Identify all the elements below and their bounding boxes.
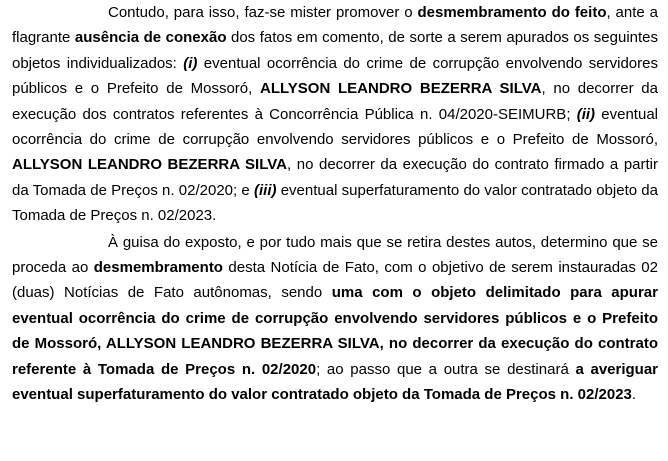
bold-word-desmembramento: desmembramento (93, 259, 223, 277)
text-run: Contudo, para isso, faz-se mister promover o (108, 4, 418, 21)
text-run: , no decorrer da execução do contrato firmado a partir da Tomada de Preços n. 02/2020; e (12, 156, 659, 199)
item-marker-ii: (ii) (576, 105, 596, 123)
item-marker-iii: (iii) (253, 181, 277, 199)
text-run: À guisa do exposto, e por tudo mais que se retira destes autos, determino que se proceda ao (12, 233, 658, 277)
text-run: dos fatos em comento, de sorte a serem apurados os seguintes objetos individualizados: (12, 29, 658, 72)
text-run: eventual ocorrência do crime de corrupção envolvendo servidores públicos e o Prefeito de Mossoró, (12, 54, 658, 98)
paragraph-dismemberment-grounds (12, 0, 658, 229)
bold-name-mayor: ALLYSON LEANDRO BEZERRA SILVA (260, 80, 542, 98)
text-run: ; ao passo que a outra se destinará (316, 360, 576, 378)
text-run: , ante a flagrante (12, 4, 659, 47)
text-run: , no decorrer da execução dos contratos referentes à Concorrência Pública n. 04/2020-SEIMURB; (12, 80, 658, 123)
bold-phrase-desmembramento-do-feito: desmembramento do feito (417, 4, 607, 21)
bold-name-mayor: ALLYSON LEANDRO BEZERRA SILVA (12, 156, 288, 174)
text-run: eventual superfaturamento do valor contratado objeto da Tomada de Preços n. 02/2023. (12, 181, 658, 225)
bold-clause-second-notice: a averiguar eventual superfaturamento do valor contratado objeto da Tomada de Preços n. 02/2023 (12, 360, 659, 404)
text-run: desta Notícia de Fato, com o objetivo de serem instauradas 02 (duas) Notícias de Fato autônomas, sendo (12, 259, 658, 302)
paragraph-determination (12, 230, 658, 408)
item-marker-i: (i) (183, 54, 198, 72)
bold-clause-first-notice: uma com o objeto delimitado para apurar eventual ocorrência do crime de corrupção envolvendo servidores públicos e o Prefeito de Mossoró, ALLYSON LEANDRO BEZERRA SILVA, no decorrer da execução do contrato referente à Tomada de Preços n. 02/2020 (12, 284, 658, 378)
text-run: eventual ocorrência do crime de corrupção envolvendo servidores públicos e o Prefeito de Mossoró, (12, 105, 658, 149)
bold-phrase-ausencia-de-conexao: ausência de conexão (74, 29, 227, 47)
text-run: . (631, 386, 637, 404)
